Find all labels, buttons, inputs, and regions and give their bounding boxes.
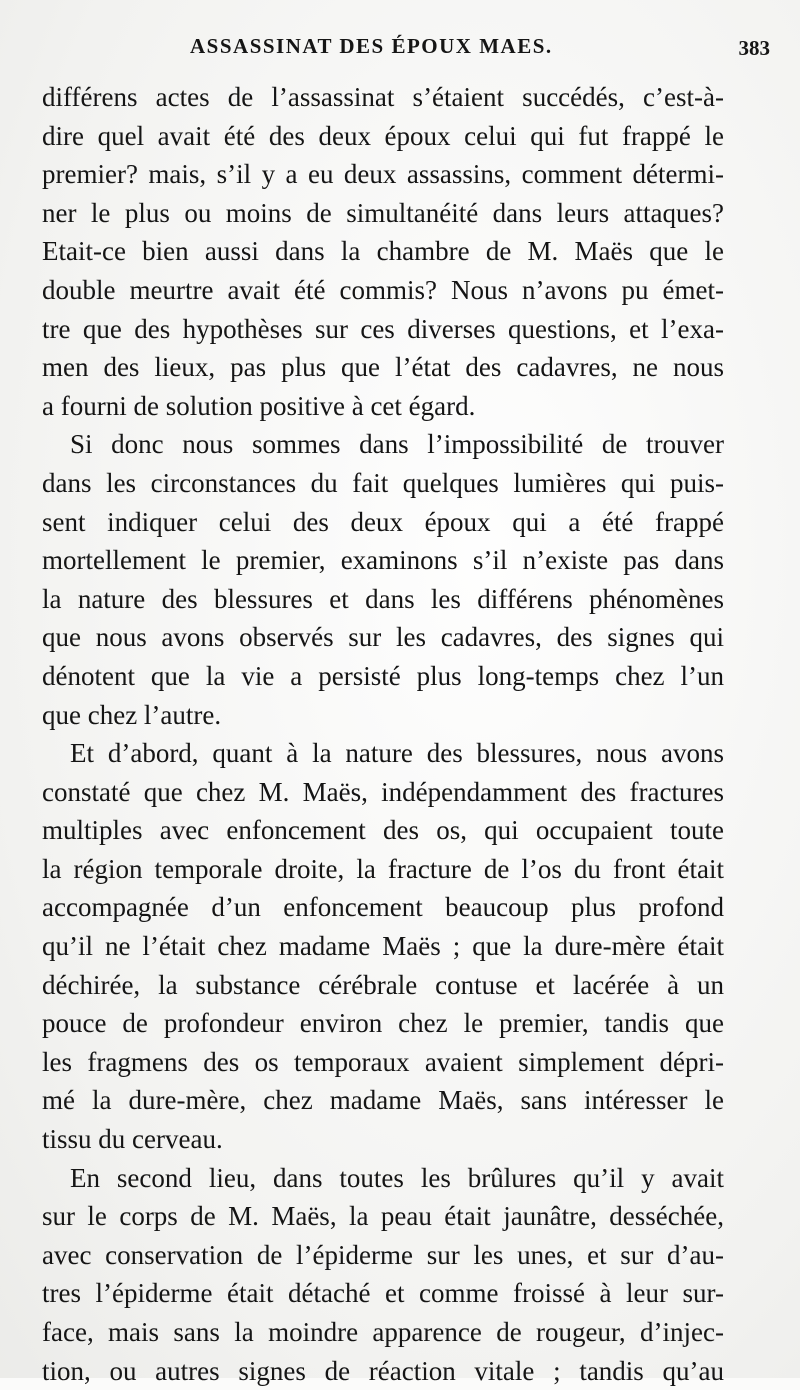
text-line: face, mais sans la moindre apparence de rougeur, d’injec-	[42, 1317, 724, 1347]
paragraph	[42, 78, 724, 425]
text-line: différens actes de l’assassinat s’étaient succédés, c’est-à-	[42, 82, 724, 112]
running-title: ASSASSINAT DES ÉPOUX MAES.	[190, 34, 553, 58]
text-line: multiples avec enfoncement des os, qui occupaient toute	[42, 815, 724, 846]
text-line: constaté que chez M. Maës, indépendamment des fractures	[42, 776, 724, 807]
text-line: ner le plus ou moins de simultanéité dans leurs attaques?	[42, 197, 724, 228]
text-line: dénotent que la vie a persisté plus long-temps chez l’un	[42, 660, 724, 691]
text-line: men des lieux, pas plus que l’état des cadavres, ne nous	[42, 352, 724, 383]
page-number: 383	[738, 36, 770, 60]
text-line: sur le corps de M. Maës, la peau était jaunâtre, desséchée,	[42, 1201, 724, 1232]
text-line: a fourni de solution positive à cet égard.	[42, 390, 476, 421]
text-line: déchirée, la substance cérébrale contuse et lacérée à un	[42, 969, 724, 1000]
text-line: Si donc nous sommes dans l’impossibilité de trouver	[70, 429, 724, 460]
text-line: qu’il ne l’était chez madame Maës ; que la dure-mère était	[42, 931, 724, 962]
text-line: Et d’abord, quant à la nature des blessures, nous avons	[70, 738, 724, 769]
text-line: la région temporale droite, la fracture de l’os du front était	[42, 853, 724, 884]
paragraph	[42, 425, 724, 734]
text-line: mortellement le premier, examinons s’il n’existe pas dans	[42, 545, 724, 576]
text-line: tres l’épiderme était détaché et comme froissé à leur sur-	[42, 1278, 724, 1309]
text-line: premier? mais, s’il y a eu deux assassins, comment détermi-	[42, 159, 724, 190]
text-line: tissu du cerveau.	[42, 1124, 223, 1155]
paragraph	[42, 1159, 724, 1390]
text-line: mé la dure-mère, chez madame Maës, sans intéresser le	[42, 1085, 724, 1116]
text-line: que chez l’autre.	[42, 699, 222, 730]
page-header	[0, 30, 800, 70]
text-line: la nature des blessures et dans les différens phénomènes	[42, 583, 724, 614]
text-line: double meurtre avait été commis? Nous n’avons pu émet-	[42, 274, 724, 305]
text-line: que nous avons observés sur les cadavres, des signes qui	[42, 622, 724, 653]
text-line: sent indiquer celui des deux époux qui a été frappé	[42, 506, 724, 537]
paragraph	[42, 734, 724, 1159]
text-line: Etait-ce bien aussi dans la chambre de M. Maës que le	[42, 236, 724, 267]
text-line: dans les circonstances du fait quelques lumières qui puis-	[42, 467, 724, 498]
text-line: En second lieu, dans toutes les brûlures qu’il y avait	[70, 1162, 724, 1193]
text-line: tion, ou autres signes de réaction vitale ; tandis qu’au	[42, 1355, 724, 1386]
text-line: accompagnée d’un enfoncement beaucoup plus profond	[42, 892, 724, 923]
text-line: les fragmens des os temporaux avaient simplement dépri-	[42, 1046, 724, 1077]
body-text	[42, 78, 724, 1390]
text-line: pouce de profondeur environ chez le premier, tandis que	[42, 1008, 724, 1039]
text-line: tre que des hypothèses sur ces diverses questions, et l’exa-	[42, 313, 724, 344]
text-line: dire quel avait été des deux époux celui qui fut frappé le	[42, 120, 724, 151]
text-line: avec conservation de l’épiderme sur les unes, et sur d’au-	[42, 1239, 724, 1270]
